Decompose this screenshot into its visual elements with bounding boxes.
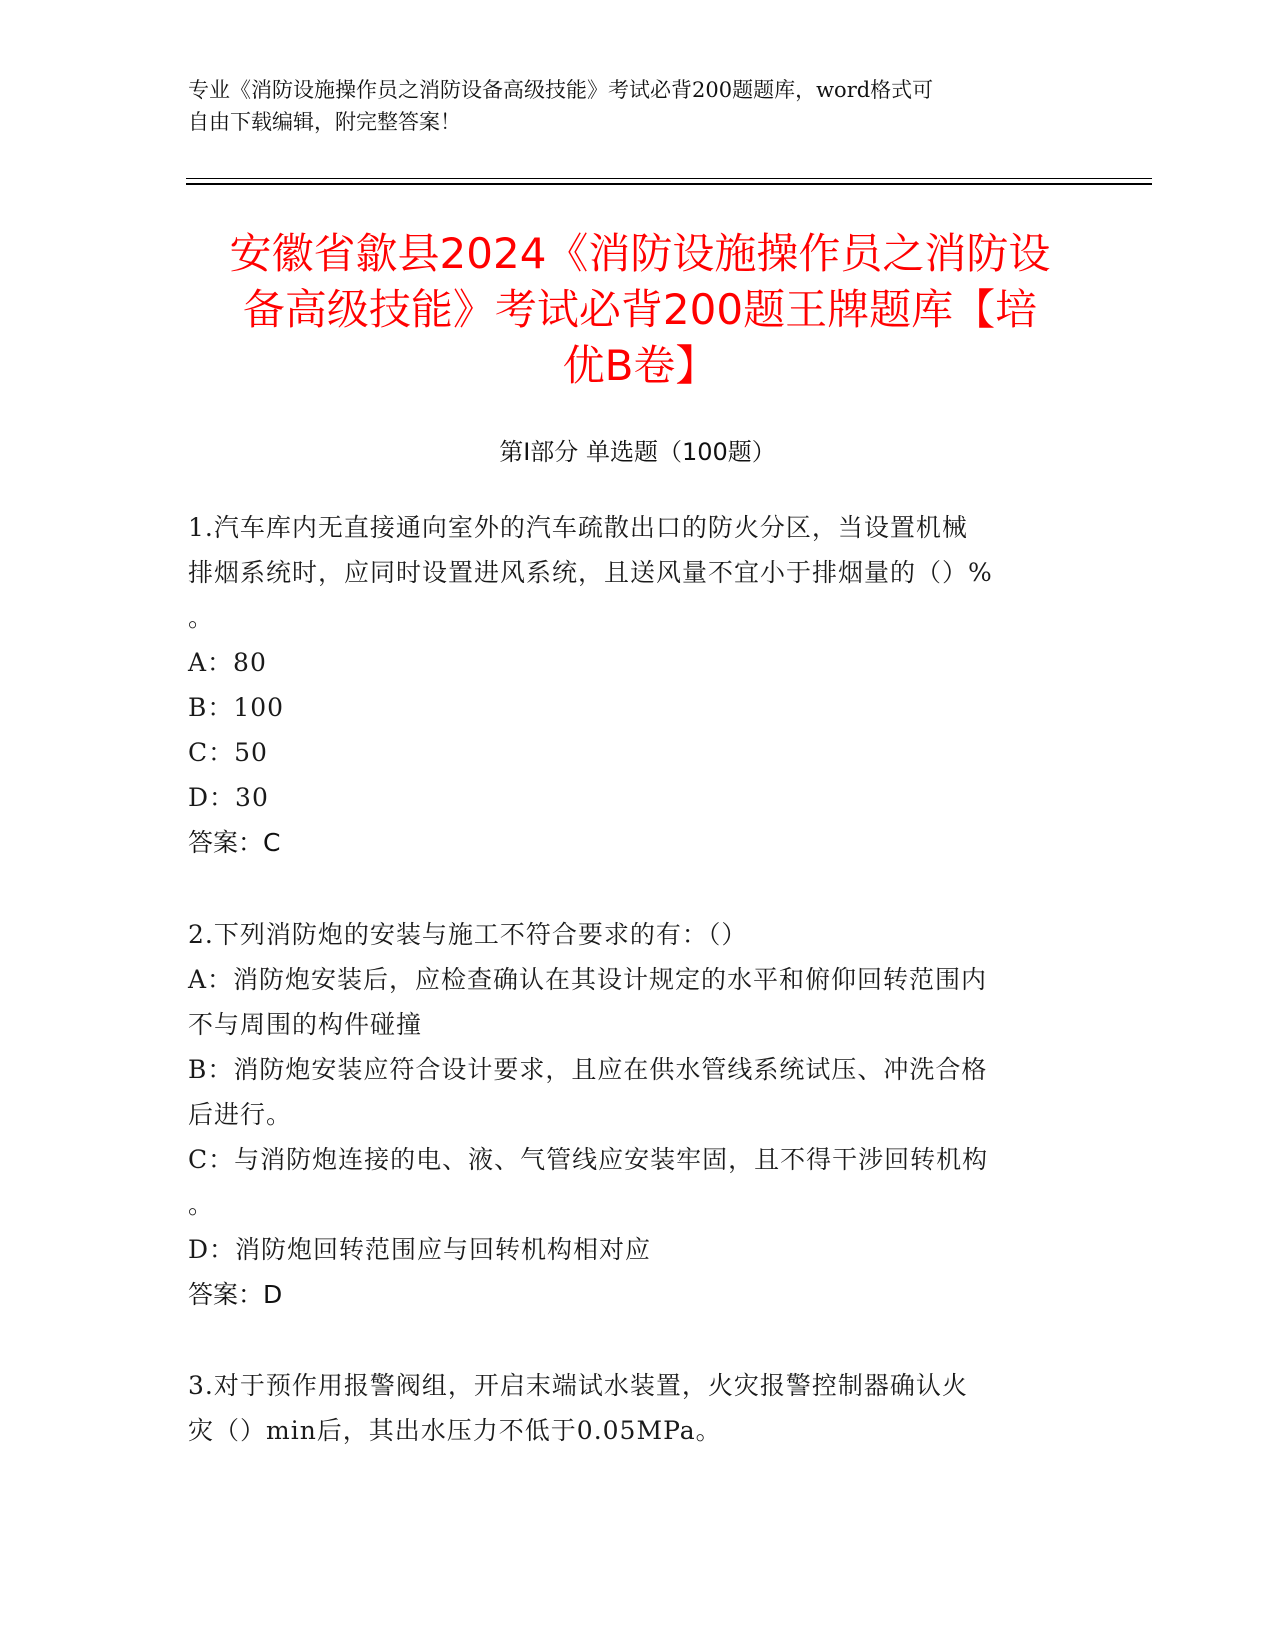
header-divider-thick xyxy=(186,183,1152,185)
question-1-option-c: C：50 xyxy=(188,738,268,767)
question-1-option-b: B：100 xyxy=(188,693,285,722)
question-2 xyxy=(188,912,1088,1272)
title-line-2: 备高级技能》考试必背200题王牌题库【培 xyxy=(242,285,1038,334)
question-3 xyxy=(188,1363,1088,1453)
section-title: 第Ⅰ部分 单选题（100题） xyxy=(499,438,776,466)
title-line-3: 优B卷】 xyxy=(562,341,718,390)
question-2-option-b-line-2: 后进行。 xyxy=(188,1100,293,1129)
title-line-1: 安徽省歙县2024《消防设施操作员之消防设 xyxy=(229,229,1051,278)
header-note-line-1: 专业《消防设施操作员之消防设备高级技能》考试必背200题题库，word格式可 xyxy=(188,78,934,102)
question-1-stem-line-3: 。 xyxy=(188,603,215,632)
header-note-line-2: 自由下载编辑，附完整答案！ xyxy=(188,110,461,134)
question-1-option-d: D：30 xyxy=(188,783,269,812)
question-3-stem-line-1: 3.对于预作用报警阀组，开启末端试水装置，火灾报警控制器确认火 xyxy=(188,1371,968,1400)
question-2-option-d: D：消防炮回转范围应与回转机构相对应 xyxy=(188,1235,652,1264)
question-2-stem-line-1: 2.下列消防炮的安装与施工不符合要求的有：（） xyxy=(188,920,748,949)
question-2-option-a-line-2: 不与周围的构件碰撞 xyxy=(188,1010,423,1039)
header-note xyxy=(188,74,1088,138)
question-2-option-c-line-2: 。 xyxy=(188,1190,215,1219)
question-1-stem-line-1: 1.汽车库内无直接通向室外的汽车疏散出口的防火分区，当设置机械 xyxy=(188,513,968,542)
question-3-stem-line-2: 灾（）min后，其出水压力不低于0.05MPa。 xyxy=(188,1416,722,1445)
header-divider-thin xyxy=(186,178,1152,179)
question-1-option-a: A：80 xyxy=(188,648,267,677)
question-1-answer: 答案：C xyxy=(188,828,281,857)
question-1-stem-line-2: 排烟系统时，应同时设置进风系统，且送风量不宜小于排烟量的（）% xyxy=(188,558,993,587)
question-2-option-b-line-1: B：消防炮安装应符合设计要求，且应在供水管线系统试压、冲洗合格 xyxy=(188,1055,988,1084)
question-2-option-c-line-1: C：与消防炮连接的电、液、气管线应安装牢固，且不得干涉回转机构 xyxy=(188,1145,989,1174)
question-2-option-a-line-1: A：消防炮安装后，应检查确认在其设计规定的水平和俯仰回转范围内 xyxy=(188,965,988,994)
document-title xyxy=(190,226,1090,394)
question-1 xyxy=(188,505,1088,820)
question-2-answer: 答案：D xyxy=(188,1280,283,1309)
